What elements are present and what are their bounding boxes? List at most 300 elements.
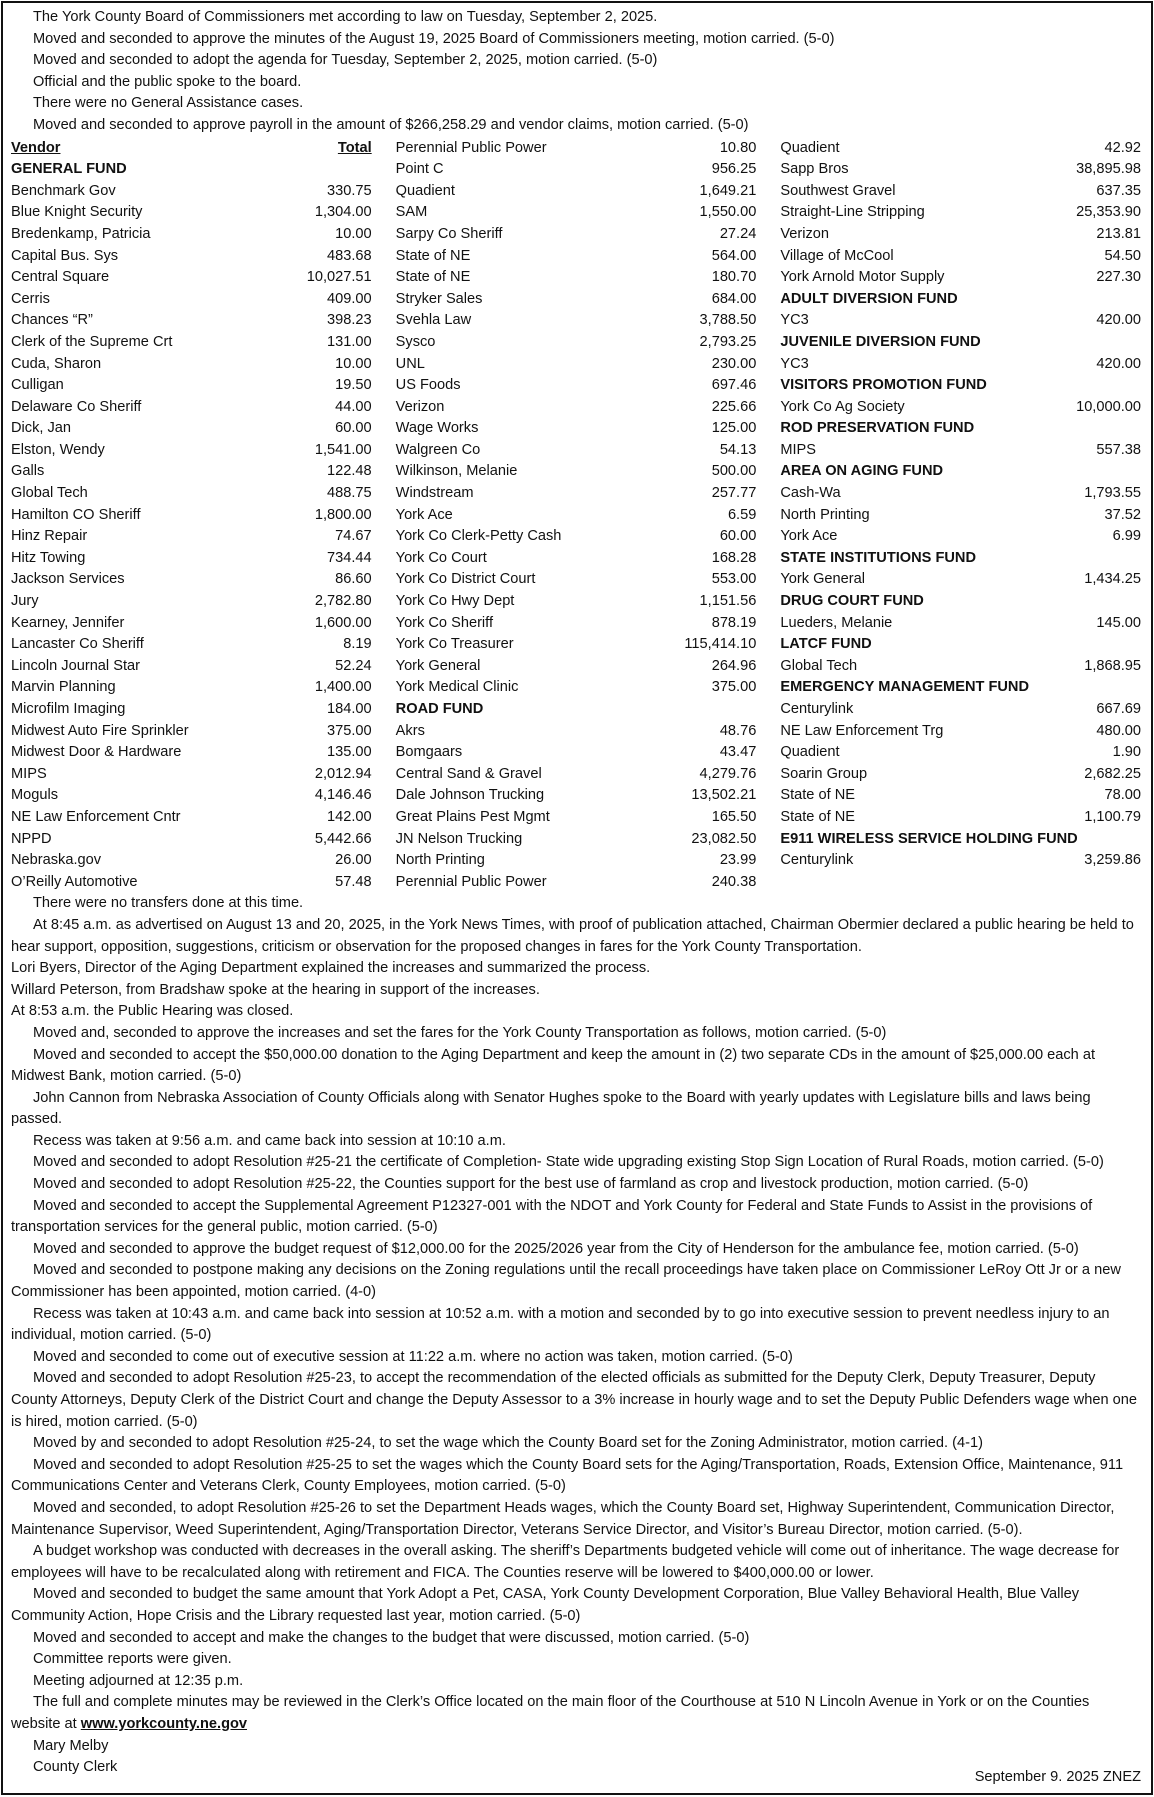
vendor-amount: 1,400.00 [314,679,372,696]
vendor-name: Global Tech [780,657,858,674]
vendor-name: York Ace [395,506,453,523]
vendor-name: NPPD [11,830,52,847]
vendor-row [11,677,372,699]
vendor-name: Windstream [395,485,474,502]
vendor-row [396,872,757,894]
vendor-name: Wilkinson, Melanie [395,463,518,480]
vendor-name: Kearney, Jennifer [11,614,125,631]
vendor-name: Akrs [395,722,425,739]
vendor-row [11,872,372,894]
vendor-row [780,785,1141,807]
vendor-name: Point C [395,161,444,178]
total-header: Total [337,139,372,156]
fund-heading: VISITORS PROMOTION FUND [780,377,987,394]
vendor-amount: 23.99 [719,852,757,869]
vendor-row [780,656,1141,678]
vendor-amount: 878.19 [711,614,757,631]
vendor-row [780,721,1141,743]
vendor-amount: 225.66 [711,398,757,415]
vendor-amount: 26.00 [335,852,372,869]
vendor-name: Delaware Co Sheriff [11,398,142,415]
minutes-paragraph: Moved and seconded to budget the same amount that York Adopt a Pet, CASA, York County Development Corporation, Blue Valley Behavioral Health, Blue Valley Community Action, Hope Crisis and the Library requested last year, motion carried. (5-0) [11,1586,1079,1624]
vendor-name: Hitz Towing [11,549,86,566]
vendor-row [780,202,1141,224]
vendor-row [396,354,757,376]
vendor-row [396,397,757,419]
vendor-amount: 10,000.00 [1076,398,1142,415]
minutes-paragraph: John Cannon from Nebraska Association of County Officials along with Senator Hughes spoke to the Board with yearly updates with Legislature bills and laws being passed. [11,1089,1091,1128]
vendor-amount: 3,259.86 [1084,852,1142,869]
vendor-amount: 38,895.98 [1076,161,1142,178]
vendor-amount: 60.00 [719,528,757,545]
vendor-row [11,289,372,311]
vendor-row [396,202,757,224]
vendor-row [11,354,372,376]
vendor-row [780,807,1141,829]
vendor-row [11,375,372,397]
minutes-paragraph: A budget workshop was conducted with decreases in the overall asking. The sheriff’s Departments budgeted vehicle will come out of inheritance. The wage decrease for employees will have to be recalculated along with retirement and FICA. The Counties reserve will be lowered to $400,000.00 or lower. [11,1543,1120,1581]
vendor-amount: 420.00 [1096,355,1142,372]
vendor-amount: 1,434.25 [1084,571,1142,588]
vendor-row [780,224,1141,246]
vendor-column-2 [396,138,781,894]
vendor-row [11,202,372,224]
vendor-amount: 6.99 [1112,528,1142,545]
vendor-name: Central Square [11,269,110,286]
vendor-row [11,569,372,591]
vendor-row [396,224,757,246]
vendor-amount: 500.00 [711,463,757,480]
vendor-name: York Ace [780,528,838,545]
vendor-row [780,850,1141,872]
vendor-amount: 1,868.95 [1084,657,1142,674]
vendor-row [396,375,757,397]
vendor-name: UNL [395,355,425,372]
vendor-row [11,548,372,570]
vendor-row [11,461,372,483]
vendor-amount: 3,788.50 [699,312,757,329]
vendor-name: NE Law Enforcement Cntr [11,808,181,825]
vendor-name: Village of McCool [780,247,894,264]
vendor-amount: 10.80 [719,139,757,156]
vendor-amount: 57.48 [335,873,372,890]
fund-heading: GENERAL FUND [11,161,127,178]
vendor-row [396,721,757,743]
minutes-paragraph: Moved by and seconded to adopt Resolution #25-24, to set the wage which the County Board set for the Zoning Administrator, motion carried. (4-1) [33,1435,983,1452]
vendor-amount: 44.00 [335,398,372,415]
vendor-name: York Co Court [395,549,487,566]
fund-heading: JUVENILE DIVERSION FUND [780,333,981,350]
table-header-row [11,138,372,160]
vendor-row [11,656,372,678]
intro-paragraph: There were no General Assistance cases. [33,95,304,112]
vendor-name: JN Nelson Trucking [395,830,523,847]
vendor-row [11,807,372,829]
intro-paragraph: Moved and seconded to adopt the agenda for Tuesday, September 2, 2025, motion carried. (5-0) [33,52,658,69]
vendor-name: Perennial Public Power [395,139,547,156]
vendor-row [396,267,757,289]
vendor-amount: 1,304.00 [314,204,372,221]
intro-paragraph: Moved and seconded to approve payroll in the amount of $266,258.29 and vendor claims, motion carried. (5-0) [33,116,749,133]
vendor-name: Sarpy Co Sheriff [395,225,503,242]
minutes-paragraph: Meeting adjourned at 12:35 p.m. [33,1672,244,1689]
vendor-amount: 25,353.90 [1076,204,1142,221]
vendor-name: State of NE [780,808,855,825]
minutes-paragraph: Recess was taken at 9:56 a.m. and came back into session at 10:10 a.m. [33,1132,506,1149]
vendor-name: Quadient [395,182,455,199]
vendor-amount: 27.24 [719,225,757,242]
fund-heading: EMERGENCY MANAGEMENT FUND [780,679,1029,696]
vendor-amount: 180.70 [711,269,757,286]
vendor-amount: 375.00 [327,722,372,739]
vendor-amount: 19.50 [335,377,372,394]
vendor-amount: 1,550.00 [699,204,757,221]
vendor-amount: 1,600.00 [314,614,372,631]
vendor-amount: 48.76 [719,722,757,739]
vendor-name: YC3 [780,355,809,372]
vendor-row [396,656,757,678]
minutes-paragraph: Moved and seconded to adopt Resolution #25-22, the Counties support for the best use of farmland as crop and livestock production, motion carried. (5-0) [33,1176,1029,1193]
vendor-amount: 1,649.21 [699,182,757,199]
vendor-amount: 4,146.46 [314,787,372,804]
vendor-row [396,246,757,268]
vendor-row [780,742,1141,764]
vendor-row [11,634,372,656]
vendor-name: North Printing [395,852,485,869]
vendor-name: Wage Works [395,420,479,437]
vendor-name: Centurylink [780,701,854,717]
vendor-name: Soarin Group [780,765,868,782]
publication-footer: September 9. 2025 ZNEZ [974,1769,1141,1786]
vendor-amount: 125.00 [711,420,757,437]
vendor-amount: 42.92 [1104,139,1142,156]
vendor-row [396,634,757,656]
vendor-name: US Foods [395,377,461,394]
minutes-paragraph: Moved and seconded to accept the $50,000.00 donation to the Aging Department and keep the amount in (2) two separate CDs in the amount of $25,000.00 each at Midwest Bank, motion carried. (5-0) [11,1046,1096,1085]
vendor-amount: 734.44 [327,549,372,566]
vendor-name: State of NE [780,787,855,804]
vendor-claims-table [11,138,1141,894]
vendor-row [780,699,1141,721]
vendor-row [396,505,757,527]
vendor-amount: 553.00 [711,571,757,588]
minutes-paragraph: Moved and seconded to accept the Supplemental Agreement P12327-001 with the NDOT and York County for Federal and State Funds to Assist in the provisions of transportation services for the general public, motion carried. (5-0) [11,1197,1093,1236]
vendor-amount: 142.00 [327,808,372,825]
vendor-row [11,699,372,721]
vendor-row [11,440,372,462]
vendor-amount: 135.00 [327,744,372,761]
vendor-amount: 2,012.94 [314,765,372,782]
vendor-name: Quadient [780,139,840,156]
minutes-paragraph: Moved and seconded to adopt Resolution #25-23, to accept the recommendation of the elected officials as submitted for the Deputy Clerk, Deputy Treasurer, Deputy County Attorneys, Deputy Clerk of the District Court and change the Deputy Assessor to a 3% increase in hourly wage and to set the Deputy Public Defenders wage when one is hired, motion carried. (5-0) [11,1370,1137,1430]
vendor-row [11,785,372,807]
vendor-row [11,397,372,419]
signature-name: Mary Melby [33,1737,109,1754]
vendor-name: York General [395,657,481,674]
vendor-row [396,569,757,591]
vendor-name: Sapp Bros [780,161,849,178]
vendor-row [780,181,1141,203]
vendor-row [396,785,757,807]
vendor-name: Jackson Services [11,571,125,588]
vendor-row [11,181,372,203]
vendor-amount: 480.00 [1096,722,1142,739]
county-website-link[interactable]: www.yorkcounty.ne.gov [80,1715,248,1732]
vendor-row [780,246,1141,268]
vendor-row [780,569,1141,591]
vendor-amount: 60.00 [335,420,372,437]
vendor-amount: 2,682.25 [1084,765,1142,782]
vendor-amount: 115,414.10 [684,636,757,653]
vendor-row [11,332,372,354]
vendor-row [396,138,757,160]
vendor-amount: 564.00 [711,247,757,264]
vendor-row [11,310,372,332]
vendor-row [11,742,372,764]
vendor-amount: 483.68 [327,247,372,264]
vendor-amount: 375.00 [711,679,757,696]
intro-section [11,7,1141,137]
vendor-name: Elston, Wendy [11,441,105,458]
legal-notice [1,1,1153,1795]
vendor-row [396,807,757,829]
vendor-row [11,829,372,851]
minutes-paragraph: Moved and seconded to adopt Resolution #25-21 the certificate of Completion- State wide upgrading existing Stop Sign Location of Rural Roads, motion carried. (5-0) [33,1154,1104,1171]
vendor-amount: 168.28 [711,549,757,566]
vendor-amount: 637.35 [1096,182,1142,199]
vendor-amount: 74.67 [335,528,372,545]
vendor-row [780,267,1141,289]
vendor-name: Stryker Sales [395,290,483,307]
minutes-paragraph: Committee reports were given. [33,1651,232,1668]
vendor-amount: 398.23 [327,312,372,329]
vendor-amount: 956.25 [711,161,757,178]
fund-heading: STATE INSTITUTIONS FUND [780,549,976,566]
vendor-amount: 1,100.79 [1084,808,1142,825]
vendor-name: Dale Johnson Trucking [395,787,545,804]
vendor-name: Verizon [780,225,830,242]
vendor-name: Cash-Wa [780,485,841,502]
vendor-row [11,267,372,289]
vendor-name: Clerk of the Supreme Crt [11,333,173,350]
vendor-row [396,526,757,548]
vendor-row [780,310,1141,332]
vendor-name: Lueders, Melanie [780,614,893,631]
vendor-row [396,310,757,332]
closing-text: The full and complete minutes may be reviewed in the Clerk’s Office located on the main floor of the Courthouse at 510 N Lincoln Avenue in York or on the Counties website at [11,1694,1090,1732]
vendor-row [11,246,372,268]
vendor-name: Straight-Line Stripping [780,204,925,221]
vendor-amount: 230.00 [711,355,757,372]
vendor-amount: 43.47 [719,744,757,761]
vendor-amount: 54.13 [719,441,757,458]
vendor-row [780,354,1141,376]
vendor-name: Lincoln Journal Star [11,657,140,674]
vendor-row [780,397,1141,419]
vendor-row [396,591,757,613]
vendor-amount: 257.77 [711,485,757,502]
vendor-amount: 557.38 [1096,441,1142,458]
vendor-name: Hamilton CO Sheriff [11,506,141,523]
vendor-name: Cerris [11,290,50,307]
vendor-row [11,505,372,527]
minutes-paragraph: Moved and, seconded to approve the increases and set the fares for the York County Transportation as follows, motion carried. (5-0) [33,1024,887,1041]
fund-heading: DRUG COURT FUND [780,593,924,610]
vendor-amount: 5,442.66 [314,830,372,847]
vendor-name: YC3 [780,312,809,329]
minutes-paragraph: There were no transfers done at this time. [33,895,304,912]
vendor-row [396,742,757,764]
vendor-name: York Co Hwy Dept [395,593,515,610]
vendor-amount: 420.00 [1096,312,1142,329]
vendor-name: Sysco [395,333,436,350]
vendor-name: Benchmark Gov [11,182,116,199]
vendor-amount: 165.50 [711,808,757,825]
vendor-name: York Co Sheriff [395,614,494,631]
vendor-row [396,418,757,440]
vendor-name: Microfilm Imaging [11,701,126,717]
vendor-name: MIPS [11,765,47,782]
vendor-name: York Arnold Motor Supply [780,269,945,286]
vendor-amount: 1,793.55 [1084,485,1142,502]
vendor-row [396,764,757,786]
fund-heading: ROD PRESERVATION FUND [780,420,975,437]
vendor-name: MIPS [780,441,817,458]
closing-paragraph [11,1692,1141,1735]
vendor-amount: 1.90 [1112,744,1142,761]
vendor-row [396,548,757,570]
vendor-name: Galls [11,463,45,480]
vendor-amount: 23,082.50 [691,830,757,847]
vendor-amount: 264.96 [711,657,757,674]
minutes-paragraph: Moved and seconded to postpone making any decisions on the Zoning regulations until the recall proceedings have taken place on Commissioner LeRoy Ott Jr or a new Commissioner has been appointed, motion carried. (4-0) [11,1262,1121,1301]
vendor-name: Great Plains Pest Mgmt [395,808,550,825]
vendor-name: Blue Knight Security [11,204,143,221]
vendor-row [396,332,757,354]
vendor-row [396,181,757,203]
vendor-name: O’Reilly Automotive [11,873,138,890]
vendor-row [11,591,372,613]
fund-heading: ROAD FUND [395,701,484,717]
vendor-amount: 10.00 [335,225,372,242]
minutes-paragraph: Willard Peterson, from Bradshaw spoke at the hearing in support of the increases. [11,981,540,998]
vendor-row [396,829,757,851]
vendor-amount: 184.00 [327,701,372,717]
vendor-row [11,764,372,786]
vendor-name: Cuda, Sharon [11,355,102,372]
vendor-amount: 145.00 [1096,614,1142,631]
vendor-name: Nebraska.gov [11,852,102,869]
vendor-amount: 8.19 [343,636,372,653]
vendor-row [11,613,372,635]
vendor-amount: 684.00 [711,290,757,307]
vendor-name: Jury [11,593,39,610]
vendor-amount: 697.46 [711,377,757,394]
vendor-name: York General [780,571,865,588]
minutes-paragraph: Moved and seconded to approve the budget request of $12,000.00 for the 2025/2026 year from the City of Henderson for the ambulance fee, motion carried. (5-0) [33,1240,1079,1257]
vendor-row [396,461,757,483]
vendor-amount: 2,793.25 [699,333,757,350]
vendor-name: Capital Bus. Sys [11,247,119,264]
vendor-name: Moguls [11,787,59,804]
vendor-name: Centurylink [780,852,854,869]
vendor-amount: 1,541.00 [314,441,372,458]
fund-heading: E911 WIRELESS SERVICE HOLDING FUND [780,830,1078,847]
vendor-row [780,505,1141,527]
vendor-header: Vendor [11,139,61,156]
vendor-name: State of NE [395,269,471,286]
vendor-row [780,159,1141,181]
vendor-row [11,483,372,505]
vendor-name: Global Tech [11,485,88,502]
vendor-name: Walgreen Co [395,441,481,458]
vendor-row [11,224,372,246]
vendor-name: NE Law Enforcement Trg [780,722,944,739]
vendor-name: York Co District Court [395,571,536,588]
vendor-name: York Medical Clinic [395,679,519,696]
fund-heading: AREA ON AGING FUND [780,463,944,480]
minutes-paragraph: Moved and seconded to adopt Resolution #25-25 to set the wages which the County Board sets for the Aging/Transportation, Roads, Extension Office, Maintenance, 911 Communications Center and Veterans Clerk, County Employees, motion carried. (5-0) [11,1456,1124,1495]
vendor-row [780,483,1141,505]
vendor-amount: 131.00 [327,333,372,350]
vendor-amount: 240.38 [711,873,757,890]
vendor-row [11,850,372,872]
intro-paragraph: The York County Board of Commissioners met according to law on Tuesday, September 2, 2025. [33,9,658,25]
vendor-name: Lancaster Co Sheriff [11,636,144,653]
vendor-row [396,440,757,462]
minutes-paragraph: Lori Byers, Director of the Aging Department explained the increases and summarized the process. [11,960,651,977]
vendor-amount: 667.69 [1096,701,1142,717]
vendor-name: Marvin Planning [11,679,116,696]
vendor-name: York Co Ag Society [780,398,905,415]
vendor-name: Midwest Door & Hardware [11,744,182,761]
vendor-amount: 10,027.51 [306,269,372,286]
vendor-amount: 52.24 [335,657,372,674]
signature-title: County Clerk [33,1759,118,1776]
vendor-amount: 78.00 [1104,787,1142,804]
vendor-amount: 213.81 [1096,225,1142,242]
minutes-paragraph: Moved and seconded to come out of executive session at 11:22 a.m. where no action was taken, motion carried. (5-0) [33,1348,793,1365]
intro-paragraph: Official and the public spoke to the board. [33,73,302,90]
vendor-name: Central Sand & Gravel [395,765,542,782]
vendor-amount: 37.52 [1104,506,1142,523]
vendor-amount: 488.75 [327,485,372,502]
minutes-paragraph: At 8:53 a.m. the Public Hearing was closed. [11,1003,294,1020]
minutes-body [11,893,1141,1692]
vendor-amount: 6.59 [727,506,757,523]
vendor-amount: 409.00 [327,290,372,307]
vendor-amount: 13,502.21 [691,787,757,804]
vendor-name: Bredenkamp, Patricia [11,225,151,242]
vendor-row [396,483,757,505]
vendor-amount: 227.30 [1096,269,1142,286]
vendor-row [396,289,757,311]
vendor-name: Hinz Repair [11,528,88,545]
vendor-name: Southwest Gravel [780,182,896,199]
vendor-row [396,677,757,699]
vendor-column-3 [780,138,1141,894]
vendor-name: Dick, Jan [11,420,72,437]
minutes-paragraph: At 8:45 a.m. as advertised on August 13 and 20, 2025, in the York News Times, with proof of publication attached, Chairman Obermier declared a public hearing be held to hear support, opposition, suggestions, criticism or observation for the proposed changes in fares for the York County Transportation. [11,916,1134,955]
vendor-amount: 1,800.00 [314,506,372,523]
vendor-row [396,850,757,872]
vendor-name: Perennial Public Power [395,873,547,890]
vendor-row [780,526,1141,548]
fund-heading: LATCF FUND [780,636,872,653]
vendor-column-1 [11,138,396,894]
vendor-amount: 122.48 [327,463,372,480]
vendor-name: York Co Clerk-Petty Cash [395,528,562,545]
